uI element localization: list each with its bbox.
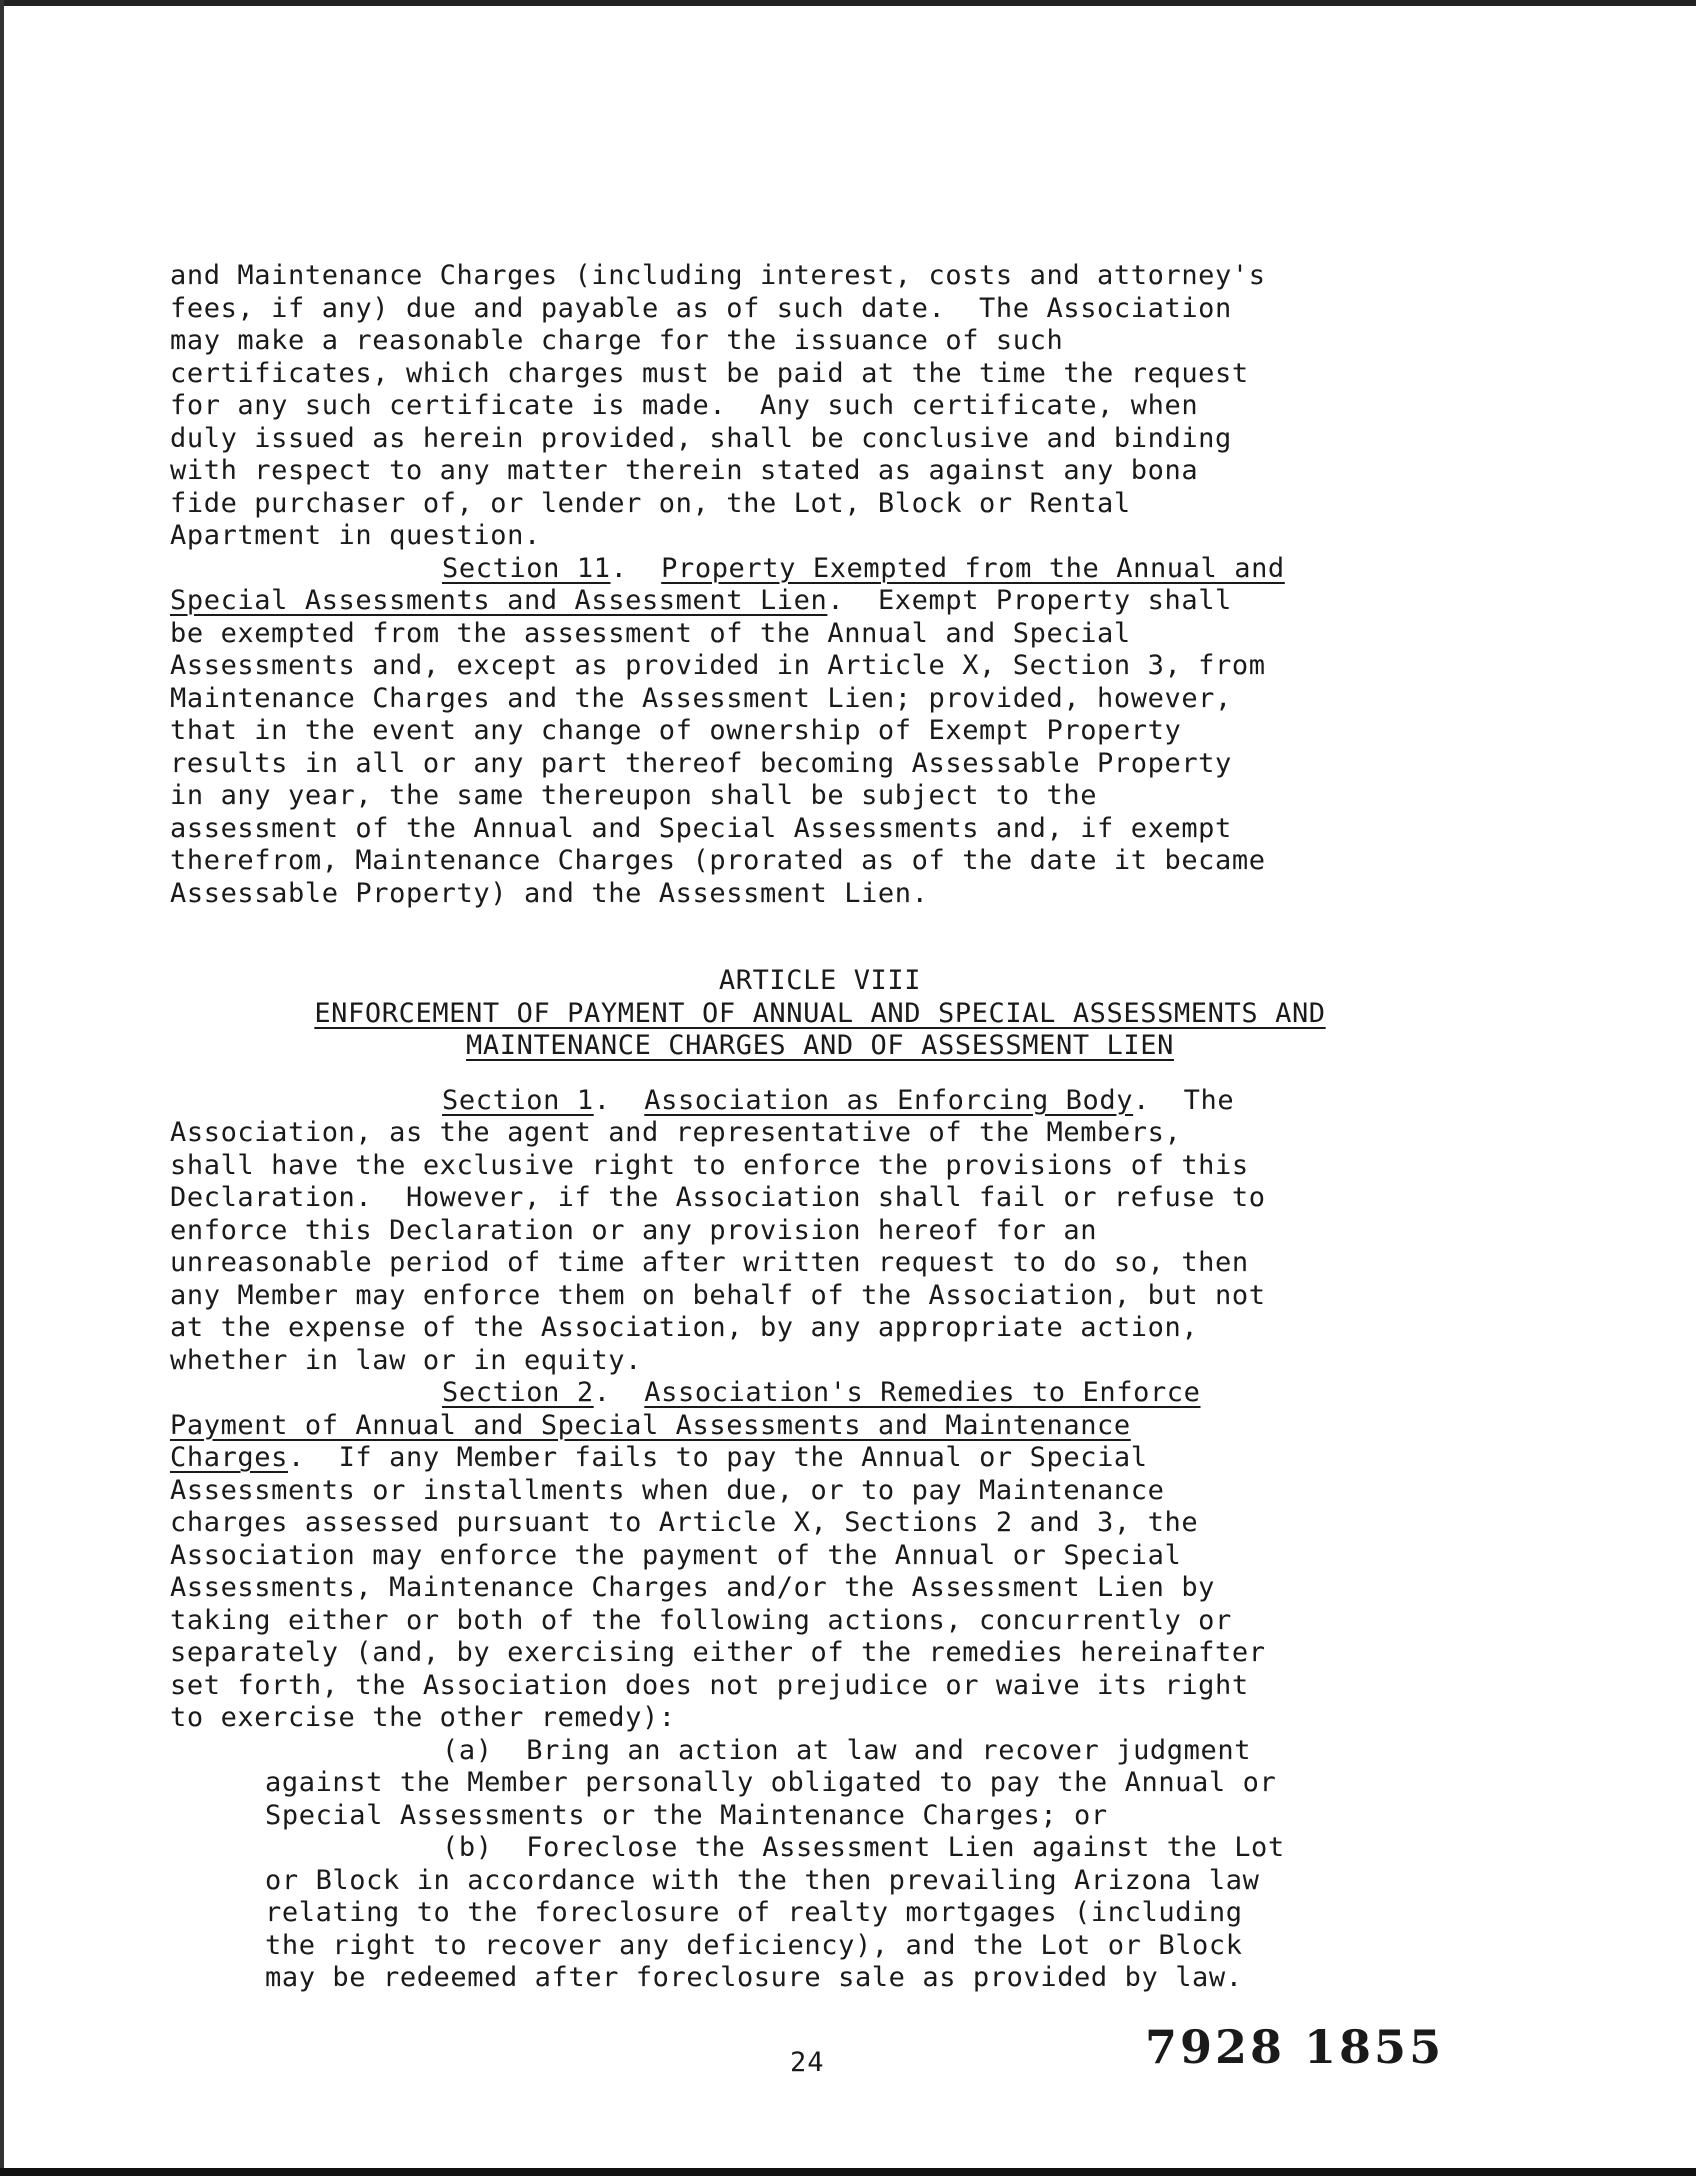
remedy-item-a (170, 1735, 1470, 1833)
section-11-label: Section 11 (442, 552, 611, 584)
page-number: 24 (790, 2047, 825, 2078)
scan-edge-bottom (0, 2168, 1696, 2176)
section-11-heading-line: Section 11. Property Exempted from the Annual and (442, 552, 1285, 584)
article-title-line-2 (170, 1030, 1470, 1063)
section-11 (170, 553, 1470, 911)
text-line: Declaration. However, if the Association shall fail or refuse to (170, 1182, 1266, 1213)
remedy-a-first-line: (a) Bring an action at law and recover judgment (442, 1734, 1252, 1766)
section-1-heading-line: Section 1. Association as Enforcing Body. The (442, 1084, 1235, 1116)
text-line: that in the event any change of ownership of Exempt Property (170, 715, 1182, 746)
section-2-heading-line-3: Charges. If any Member fails to pay the Annual or Special (170, 1442, 1148, 1473)
text-line: Apartment in question. (170, 520, 541, 551)
text-line: Assessments or installments when due, or to pay Maintenance (170, 1474, 1165, 1506)
text-line: taking either or both of the following actions, concurrently or (170, 1604, 1232, 1636)
text-line: whether in law or in equity. (170, 1344, 642, 1376)
scan-edge-left (0, 0, 4, 2176)
text-line: relating to the foreclosure of realty mortgages (including (265, 1897, 1243, 1928)
section-2 (170, 1377, 1470, 1995)
section-11-title-part-1: Property Exempted from the Annual and (661, 552, 1285, 584)
text-line: Maintenance Charges and the Assessment Lien; provided, however, (170, 682, 1232, 714)
paragraph-continuation (170, 260, 1470, 553)
text-line: may be redeemed after foreclosure sale as provided by law. (265, 1962, 1243, 1993)
section-2-heading-line-2 (170, 1410, 1470, 1443)
article-title-line-1 (170, 998, 1470, 1031)
remedy-item-b (170, 1832, 1470, 1995)
text-line: Association, as the agent and representative of the Members, (170, 1117, 1182, 1148)
article-title-text-2: MAINTENANCE CHARGES AND OF ASSESSMENT LIEN (466, 1030, 1174, 1061)
text-line: be exempted from the assessment of the Annual and Special (170, 617, 1131, 649)
section-11-title-part-2: Special Assessments and Assessment Lien (170, 585, 828, 616)
document-body (170, 260, 1470, 1995)
section-1 (170, 1085, 1470, 1378)
text-line: and Maintenance Charges (including interest, costs and attorney's (170, 260, 1266, 291)
text-line: certificates, which charges must be paid at the time the request (170, 357, 1249, 389)
text-line: shall have the exclusive right to enforce the provisions of this (170, 1149, 1249, 1181)
remedy-b-first-line: (b) Foreclose the Assessment Lien against the Lot (442, 1832, 1285, 1863)
text-line: set forth, the Association does not prejudice or waive its right (170, 1669, 1249, 1701)
section-2-title-part-1: Association's Remedies to Enforce (644, 1377, 1201, 1408)
section-2-first-text: If any Member fails to pay the Annual or Special (338, 1442, 1148, 1473)
text-line: the right to recover any deficiency), and the Lot or Block (265, 1929, 1243, 1961)
section-11-heading-line-2: Special Assessments and Assessment Lien. Exempt Property shall (170, 585, 1232, 616)
text-line: enforce this Declaration or any provision hereof for an (170, 1214, 1098, 1246)
section-2-heading-line: Section 2. Association's Remedies to Enforce (442, 1377, 1201, 1408)
scan-edge-top (0, 0, 1696, 6)
section-1-label: Section 1 (442, 1084, 594, 1116)
text-line: fees, if any) due and payable as of such date. The Association (170, 292, 1232, 324)
text-line: therefrom, Maintenance Charges (prorated as of the date it became (170, 845, 1266, 876)
spacer (170, 1063, 1470, 1085)
text-line: assessment of the Annual and Special Assessments and, if exempt (170, 812, 1232, 844)
section-2-title-part-2: Payment of Annual and Special Assessments and Maintenance (170, 1409, 1131, 1441)
text-line: Assessments and, except as provided in Article X, Section 3, from (170, 650, 1266, 681)
text-line: with respect to any matter therein stated as against any bona (170, 455, 1199, 486)
text-line: Assessments, Maintenance Charges and/or the Assessment Lien by (170, 1572, 1216, 1603)
text-line: fide purchaser of, or lender on, the Lot, Block or Rental (170, 487, 1131, 519)
text-line: may make a reasonable charge for the issuance of such (170, 325, 1064, 356)
section-11-first-text: Exempt Property shall (877, 585, 1232, 616)
text-line: in any year, the same thereupon shall be subject to the (170, 780, 1098, 811)
article-number: ARTICLE VIII (718, 965, 922, 996)
text-line: for any such certificate is made. Any such certificate, when (170, 390, 1199, 421)
text-line: or Block in accordance with the then prevailing Arizona law (265, 1864, 1260, 1896)
text-line: separately (and, by exercising either of the remedies hereinafter (170, 1637, 1266, 1668)
section-1-first-text: The (1183, 1084, 1235, 1116)
text-line: Assessable Property) and the Assessment Lien. (170, 877, 929, 909)
section-2-title-part-3: Charges (170, 1442, 288, 1473)
spacer (170, 910, 1470, 965)
text-line: against the Member personally obligated to pay the Annual or (265, 1767, 1277, 1798)
text-line: results in all or any part thereof becoming Assessable Property (170, 747, 1232, 779)
text-line: charges assessed pursuant to Article X, Sections 2 and 3, the (170, 1507, 1199, 1538)
text-line: any Member may enforce them on behalf of the Association, but not (170, 1279, 1266, 1311)
document-stamp-number: 7928 1855 (1145, 2020, 1445, 2074)
text-line: unreasonable period of time after written request to do so, then (170, 1247, 1249, 1278)
text-line: Association may enforce the payment of the Annual or Special (170, 1539, 1182, 1571)
text-line: to exercise the other remedy): (170, 1702, 676, 1733)
article-title-text-1: ENFORCEMENT OF PAYMENT OF ANNUAL AND SPECIAL ASSESSMENTS AND (314, 997, 1326, 1029)
text-line: duly issued as herein provided, shall be conclusive and binding (170, 422, 1232, 454)
text-line: Special Assessments or the Maintenance Charges; or (265, 1799, 1108, 1831)
article-heading (170, 965, 1470, 1063)
text-line: at the expense of the Association, by any appropriate action, (170, 1312, 1199, 1343)
section-1-title: Association as Enforcing Body (644, 1084, 1134, 1116)
section-2-label: Section 2 (442, 1377, 594, 1408)
